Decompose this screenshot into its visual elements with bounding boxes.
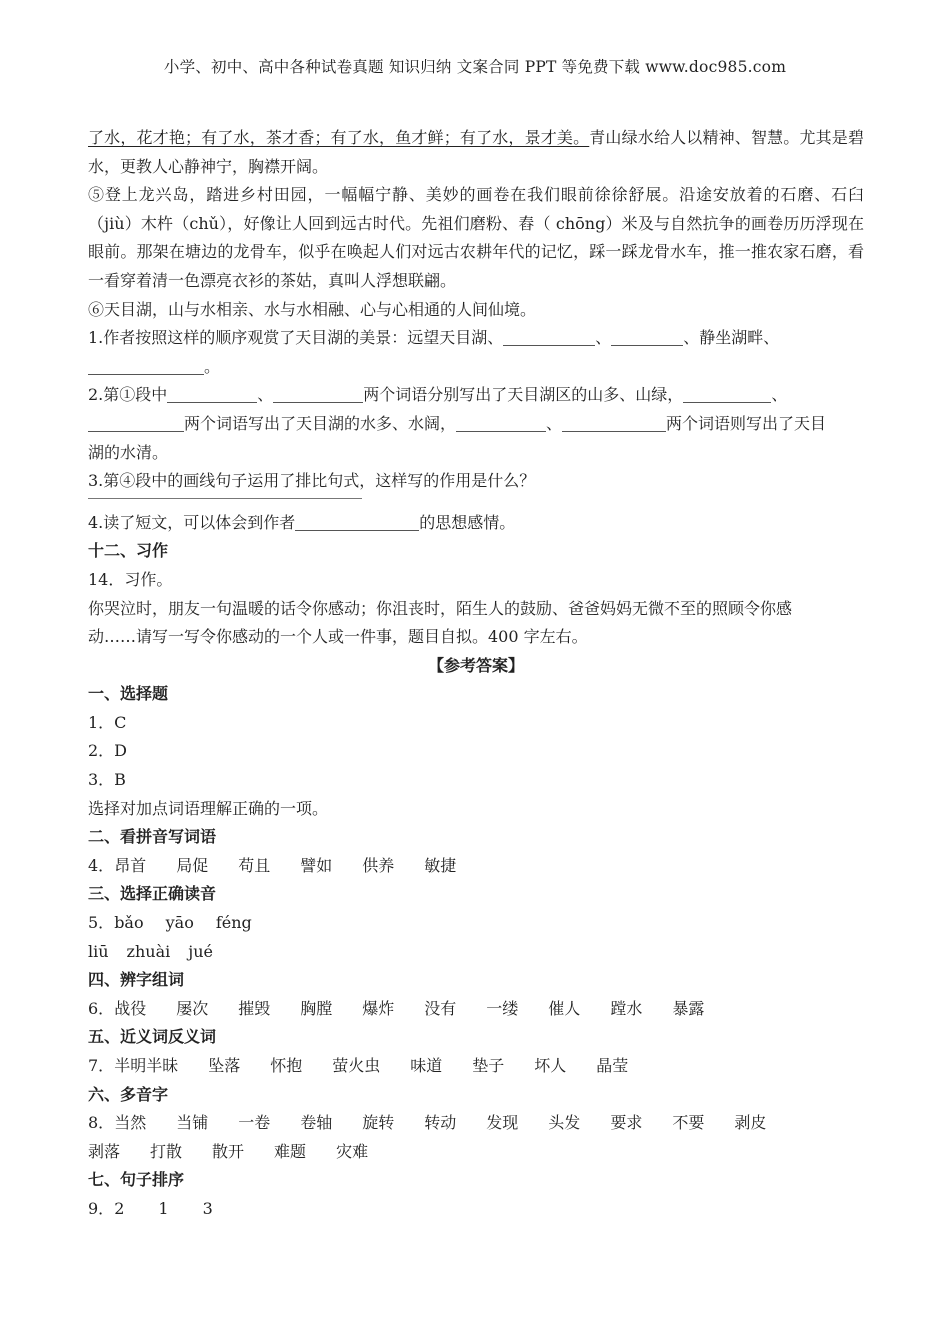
underlined-parallel-sentence: 了水，花才艳；有了水，茶才香；有了水，鱼才鲜；有了水，景才美。	[88, 128, 590, 147]
answer-word: 敏捷	[424, 855, 457, 875]
writing-prompt-line-2: 动……请写一写令你感动的一个人或一件事，题目自拟。400 字左右。	[88, 627, 588, 647]
question-2-end: 湖的水清。	[88, 442, 169, 462]
answer-word: zhuài	[126, 941, 171, 961]
answer-word: 当然	[114, 1113, 147, 1133]
answer-word: 旋转	[362, 1113, 395, 1133]
answer-word: 垫子	[472, 1056, 505, 1075]
answer-blank[interactable]	[611, 329, 683, 346]
answer-word: 摧毁	[238, 998, 271, 1018]
answer-row: 8．当然 当铺 一卷 卷轴 旋转 转动 发现 头发 要求 不要 剥皮	[88, 1109, 864, 1138]
answer-blank[interactable]	[503, 329, 595, 346]
answer-section-title: 七、句子排序	[88, 1170, 185, 1190]
answer-word: 苟且	[238, 855, 271, 875]
answer-word: bǎo	[114, 913, 144, 933]
answer-item: 2．D	[88, 741, 128, 761]
page-header: 小学、初中、高中各种试卷真题 知识归纳 文案合同 PPT 等免费下载 www.doc985.com	[163, 58, 787, 76]
answer-word: 局促	[176, 855, 209, 875]
answer-word: 打散	[150, 1141, 183, 1161]
answer-word: jué	[188, 941, 213, 961]
answer-word: 催人	[548, 998, 581, 1018]
answer-word: 3	[202, 1198, 213, 1218]
answer-word: 转动	[424, 1113, 457, 1133]
answer-word: 没有	[424, 998, 457, 1018]
answer-word: 一缕	[486, 998, 519, 1018]
passage-paragraph-6: ⑥天目湖，山与水相亲、水与水相融、心与心相通的人间仙境。	[88, 299, 537, 319]
answer-word: 供养	[362, 855, 395, 875]
answer-key-title: 【参考答案】	[427, 655, 524, 675]
answer-row	[88, 1138, 864, 1167]
answer-word: 当铺	[176, 1113, 209, 1133]
answer-word: 不要	[672, 1113, 705, 1133]
answer-word: 蹚水	[610, 998, 643, 1018]
answer-word: 灾难	[336, 1141, 369, 1161]
answer-item: 1．C	[88, 712, 127, 732]
answer-word: 一卷	[238, 1113, 271, 1133]
answer-blank[interactable]	[88, 415, 184, 432]
answer-word: 散开	[212, 1141, 245, 1161]
paragraph-4-rest: 青山绿水给人以精神、智慧。尤其是碧水，更教人心静神宁，胸襟开阔。	[88, 128, 864, 176]
answer-word: 2	[114, 1198, 125, 1218]
answer-word: 头发	[548, 1113, 581, 1133]
answer-word: 要求	[610, 1113, 643, 1133]
answer-word: 屡次	[176, 998, 209, 1018]
answer-section-title: 一、选择题	[88, 684, 169, 704]
answer-section-title: 六、多音字	[88, 1084, 169, 1104]
answer-blank[interactable]	[456, 415, 546, 432]
answer-word: 胸膛	[300, 998, 333, 1018]
question-3: 3.第④段中的画线句子运用了排比句式，这样写的作用是什么？	[88, 471, 536, 491]
answer-row	[88, 938, 864, 967]
answer-word: 难题	[274, 1141, 307, 1161]
answer-section-title: 五、近义词反义词	[88, 1027, 217, 1047]
answer-blank[interactable]	[295, 514, 419, 531]
answer-word: 战役	[114, 998, 147, 1018]
answer-blank[interactable]	[273, 386, 363, 403]
answer-blank[interactable]	[683, 386, 771, 403]
answer-word: 味道	[410, 1056, 443, 1075]
question-2: 2.第①段中 、 两个词语分别写出了天目湖区的山多、山绿， 、	[88, 385, 788, 405]
answer-section-title: 三、选择正确读音	[88, 884, 217, 904]
answer-word: 爆炸	[362, 998, 395, 1018]
answer-word: 1	[158, 1198, 169, 1218]
answer-blank[interactable]	[88, 358, 204, 375]
question-4: 4.读了短文，可以体会到作者 的思想感情。	[88, 512, 516, 532]
section-title-writing: 十二、习作	[88, 541, 169, 561]
answer-section-title: 二、看拼音写词语	[88, 827, 217, 847]
answer-word: liū	[88, 941, 109, 961]
writing-prompt-line-1: 你哭泣时，朋友一句温暖的话令你感动；你沮丧时，陌生人的鼓励、爸爸妈妈无微不至的照顾令你感	[88, 598, 793, 618]
answer-word: 剥皮	[734, 1113, 767, 1133]
answer-word: 卷轴	[300, 1113, 333, 1133]
document-body	[88, 124, 864, 1224]
question-1: 1.作者按照这样的顺序观赏了天目湖的美景：远望天目湖、 、 、静坐湖畔、	[88, 328, 780, 348]
answer-word: féng	[215, 913, 252, 933]
answer-blank[interactable]	[562, 415, 666, 432]
answer-blank[interactable]	[167, 386, 257, 403]
question-3-answer-line[interactable]	[88, 498, 362, 499]
answer-word: 暴露	[672, 998, 705, 1018]
answer-item: 3．B	[88, 770, 126, 790]
passage-paragraph-5: ⑤登上龙兴岛，踏进乡村田园，一幅幅宁静、美妙的画卷在我们眼前徐徐舒展。沿途安放着的石磨、石臼（jiù）木杵（chǔ），好像让人回到远古时代。先祖们磨粉、舂（ chōng）米及与自然抗争的画卷历历浮现在眼前。那架在塘边的龙骨车，似乎在唤起人们对远古农耕年代的记忆，踩一踩龙骨水车，推一推农家石磨，看一看穿着清一色漂亮衣衫的茶姑，真叫人浮想联翩。	[88, 185, 864, 290]
answer-word: 昂首	[114, 855, 147, 875]
answer-word: 晶莹	[596, 1056, 629, 1075]
answer-row: 9．2 1 3	[88, 1195, 864, 1224]
question-1-continued: 。	[88, 353, 864, 382]
answer-row: 4．昂首 局促 苟且 譬如 供养 敏捷	[88, 852, 864, 881]
answer-word: 坏人	[534, 1056, 567, 1075]
answer-row: 5．bǎo yāo féng	[88, 909, 864, 938]
answer-word: 譬如	[300, 855, 333, 875]
answer-row: 7．半明半昧 坠落 怀抱 萤火虫 味道 垫子 坏人 晶莹	[88, 1052, 864, 1081]
answer-section-title: 四、辨字组词	[88, 970, 185, 990]
question-14: 14．习作。	[88, 569, 173, 589]
passage-paragraph-4	[88, 124, 864, 181]
answer-word: 怀抱	[270, 1056, 303, 1075]
answer-word: yāo	[165, 913, 194, 933]
answer-word: 剥落	[88, 1141, 121, 1161]
answer-word: 半明半昧	[114, 1056, 179, 1075]
answer-note: 选择对加点词语理解正确的一项。	[88, 798, 329, 818]
answer-row: 6．战役 屡次 摧毁 胸膛 爆炸 没有 一缕 催人 蹚水 暴露	[88, 995, 864, 1024]
answer-word: 坠落	[208, 1056, 241, 1075]
answer-word: 萤火虫	[332, 1056, 381, 1075]
question-2-continued: 两个词语写出了天目湖的水多、水阔， 、 两个词语则写出了天目	[88, 410, 864, 439]
answer-word: 发现	[486, 1113, 519, 1133]
